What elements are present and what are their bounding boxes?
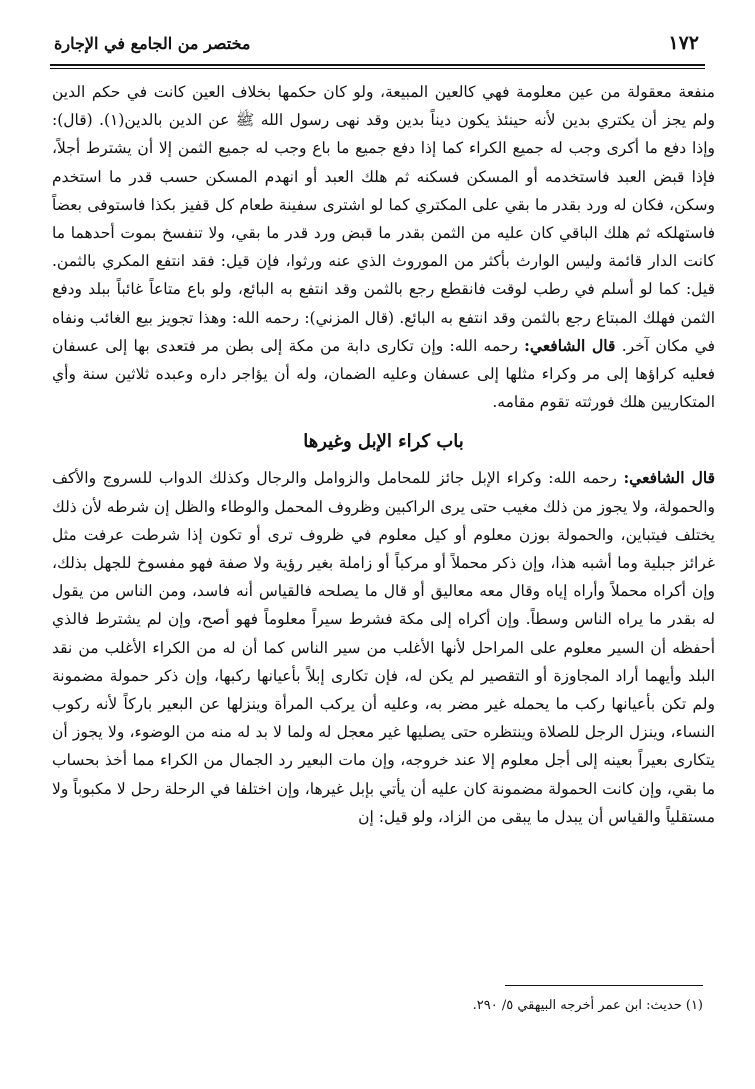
footnote-rule xyxy=(505,985,703,986)
paragraph-ijara-tail: رحمه الله: وإن تكارى دابة من مكة إلى بطن مر فتعدى بها إلى عسفان فعليه كراؤها إلى مر وكراء مثلها إلى عسفان وعليه الضمان، وله أن يؤاجر داره وعبده ثلاثين سنة وأي المتكاريين هلك فورثته تقوم مقامه. xyxy=(52,336,715,412)
paragraph-camel-hire xyxy=(52,464,715,831)
page-header xyxy=(50,30,705,70)
page-body xyxy=(52,78,715,831)
paragraph-camel-hire-text: رحمه الله: وكراء الإبل جائز للمحامل والزوامل والرجال وكذلك الدواب للسروج والأكف والحمولة، ولا يجوز من ذلك مغيب حتى يرى الراكبين وظروف المحمل والوطاء والظل إن شرطه لأن ذلك يختلف فيتباين، والحمولة بوزن معلوم أو كيل معلوم في ظروف ترى أو تكون إذا شرطت عرفت مثل غرائز جبلية وما أشبه هذا، وإن ذكر محملاً أو مركباً أو زاملة بغير رؤية ولا صفة فهو مفسوخ للجهل بذلك، وإن أكراه محملاً وأراه إياه وقال معه معاليق أو قال ما يصلحه فالقياس أنه فاسد، ومن الناس من يقول له بقدر ما يراه الناس وسطاً. وإن أكراه إلى مكة فشرط سيراً معلوماً فهو أصح، وإن لم يشترط فالذي أحفظه أن السير معلوم على المراحل لأنها الأغلب من سير الناس كما أن له من الكراء الأغلب من نقد البلد وأيهما أراد المجاوزة أو التقصير لم يكن له، فإن تكارى إبلاً بأعيانها ركبها، وإن ذكر حمولة مضمونة ولم تكن بأعيانها ركب ما يحمله غير مضر به، وعليه أن يركب المرأة وينزلها عن البعير باركاً لأنه ركوب النساء، وينزل الرجل للصلاة وينتظره حتى يصليها غير معجل له ولما لا بد له منه من الوضوء، ولا يجوز أن يتكارى بعيراً بعينه إلى أجل معلوم إلا عند خروجه، وإن مات البعير رد الجمال من الكراء مما أخذ بحساب ما بقي، وإن كانت الحمولة مضمونة كان عليه أن يأتي بإبل غيرها، وإن اختلفا في الرحلة رحل لا مكبوباً ولا مستقلياً والقياس أن يبدل ما يبقى من الزاد، ولو قيل: إن xyxy=(52,469,715,826)
paragraph-ijara-text: منفعة معقولة من عين معلومة فهي كالعين المبيعة، ولو كان حكمها بخلاف العين كانت في حكم الدين ولم يجز أن يكتري بدين لأنه حينئذ يكون ديناً بدين وقد نهى رسول الله ﷺ عن الدين بالدين(١). (قال): وإذا دفع ما أكرى وجب له جميع الكراء كما إذا دفع جميع ما باع وجب له جميع الثمن إلا أن يشترط أجلاً، فإذا قبض العبد فاستخدمه أو المسكن فسكنه ثم هلك العبد أو انهدم المسكن حسب قدر ما استخدم وسكن، فكان له ورد بقدر ما بقي على المكتري كما لو اشترى سفينة طعام كل قفيز بكذا فاستوفى بعضاً فاستهلكه ثم هلك الباقي كان عليه من الثمن بقدر ما قبض ورد قدر ما بقي، ولا تنفسخ بموت أحدهما ما كانت الدار قائمة وليس الوارث بأكثر من الموروث الذي عنه ورثوا، فإن قيل: فقد انتفع المكري بالثمن. قيل: كما لو أسلم في رطب لوقت فانقطع رجع بالثمن وقد انتفع به البائع، ولو باع متاعاً غائباً ببلد ودفع الثمن فهلك المبتاع رجع بالثمن وقد انتفع به البائع. (قال المزني): رحمه الله: وهذا تجويز بيع الغائب ونفاه في مكان آخر. xyxy=(52,83,715,355)
section-title: باب كراء الإبل وغيرها xyxy=(303,431,464,453)
paragraph-ijara xyxy=(52,78,715,416)
page-number: ١٧٢ xyxy=(668,32,699,54)
header-rule xyxy=(50,64,705,69)
footnote: (١) حديث: ابن عمر أخرجه البيهقي ٥/ ٢٩٠. xyxy=(472,998,703,1013)
running-title: مختصر من الجامع في الإجارة xyxy=(54,34,251,53)
shafii-keyword: قال الشافعي: xyxy=(524,335,616,355)
shafii-keyword: قال الشافعي: xyxy=(623,468,715,488)
